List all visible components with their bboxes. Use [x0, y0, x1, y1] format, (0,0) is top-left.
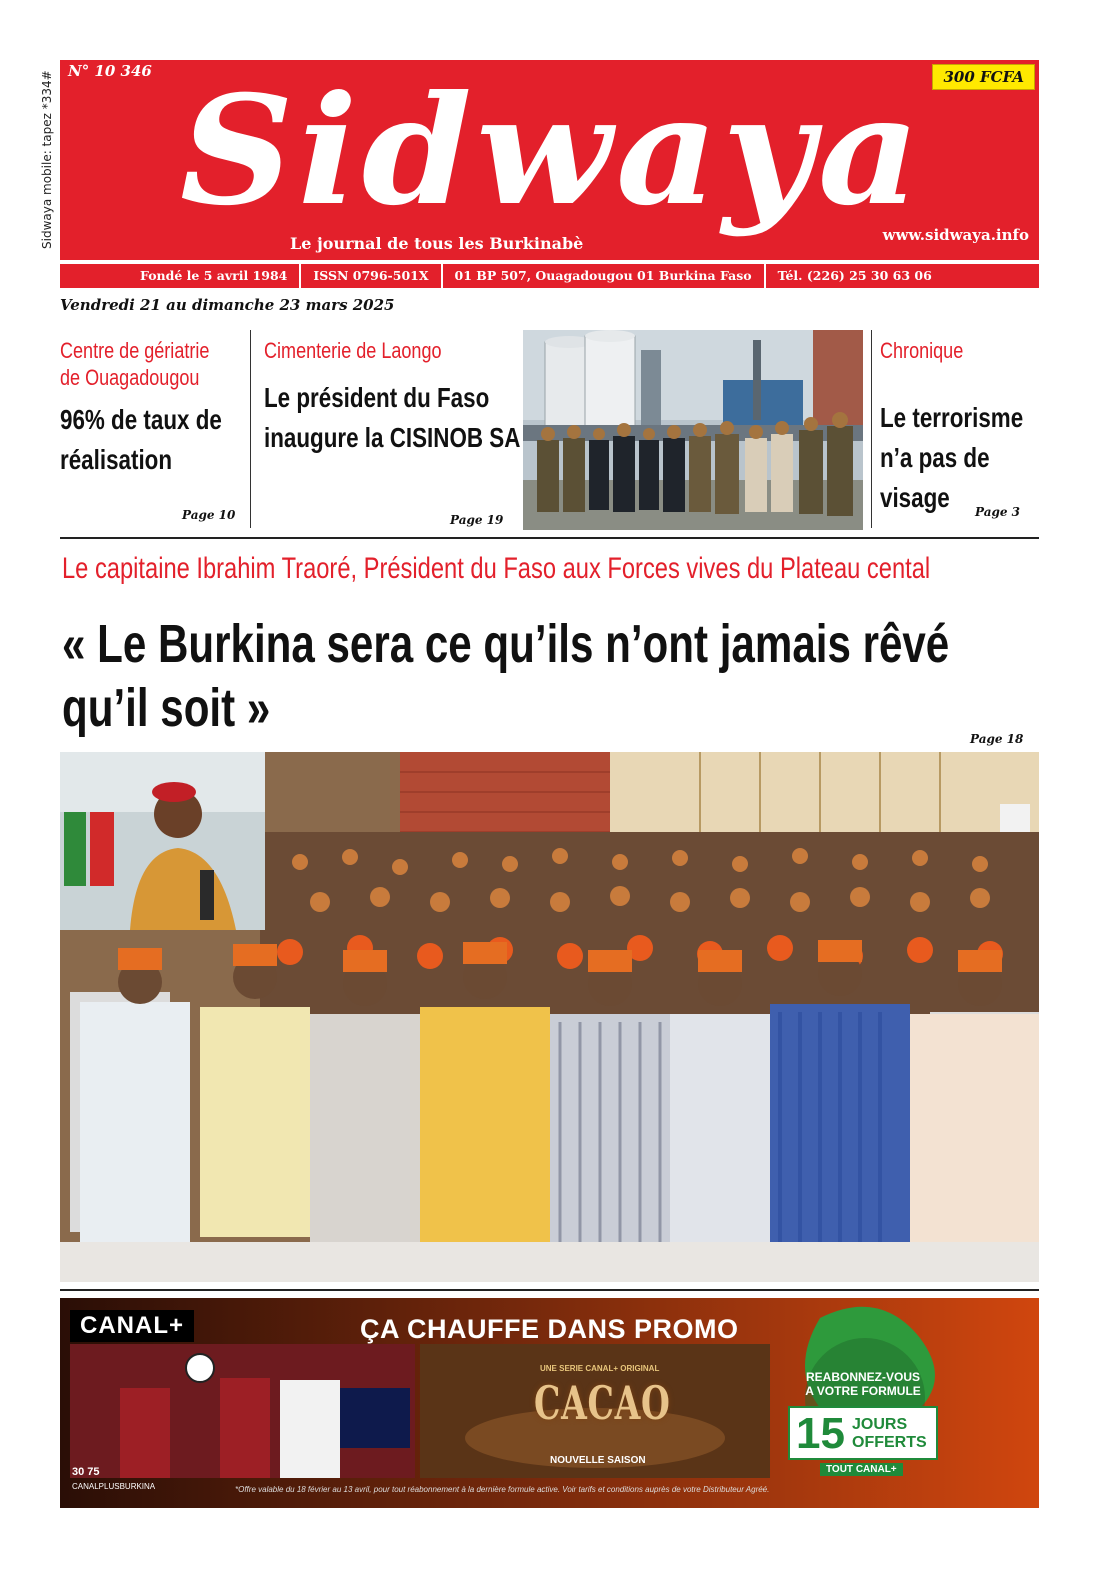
- series-title: CACAO: [534, 1376, 671, 1430]
- section-rule: [60, 537, 1039, 539]
- postal-address: 01 BP 507, Ouagadougou 01 Burkina Faso: [443, 264, 766, 288]
- column-divider: [250, 330, 251, 528]
- offer-number: 15: [796, 1409, 845, 1458]
- teaser-2-page[interactable]: Page 19: [450, 513, 504, 527]
- series-subtitle: NOUVELLE SAISON: [550, 1455, 646, 1466]
- canal-plus-logo: CANAL+: [70, 1310, 194, 1342]
- tagline: Le journal de tous les Burkinabè: [290, 234, 584, 253]
- column-divider: [871, 330, 872, 528]
- section-rule: [60, 1289, 1039, 1291]
- offer-badge: [788, 1406, 938, 1460]
- teaser-2-headline[interactable]: Le président du Faso inaugure la CISINOB SA: [264, 382, 521, 453]
- main-story-page[interactable]: Page 18: [970, 732, 1024, 746]
- main-story-photo: [60, 752, 1039, 1282]
- ad-headline: ÇA CHAUFFE DANS PROMO: [360, 1314, 739, 1344]
- website-link[interactable]: www.sidwaya.info: [882, 226, 1029, 244]
- side-mobile-text: Sidwaya mobile: tapez *334#: [40, 70, 54, 250]
- price-badge: 300 FCFA: [932, 64, 1035, 90]
- ad-fine-print: *Offre valable du 18 février au 13 avril, pour tout réabonnement à la dernière formule active. Voir tarifs et conditions auprès de votre Distributeur Agréé.: [235, 1485, 770, 1494]
- info-bar: [60, 264, 1039, 288]
- main-story-headline[interactable]: « Le Burkina sera ce qu’ils n’ont jamais rêvé qu’il soit »: [62, 614, 950, 738]
- series-tag: UNE SERIE CANAL+ ORIGINAL: [540, 1364, 660, 1373]
- teaser-2-kicker[interactable]: Cimenterie de Laongo: [264, 338, 442, 363]
- teaser-3-kicker[interactable]: Chronique: [880, 338, 964, 363]
- renew-text: REABONNEZ-VOUS A VOTRE FORMULE: [805, 1370, 921, 1398]
- president-inset-photo: [60, 752, 265, 930]
- offer-footer: TOUT CANAL+: [820, 1463, 903, 1476]
- founded-date: Fondé le 5 avril 1984: [60, 264, 301, 288]
- main-story-kicker[interactable]: Le capitaine Ibrahim Traoré, Président du Faso aux Forces vives du Plateau cental: [62, 552, 931, 585]
- teaser-1-kicker[interactable]: Centre de gériatrie de Ouagadougou: [60, 338, 210, 390]
- ad-phone: 30 75: [72, 1466, 100, 1478]
- sidwaya-logo: [60, 68, 1039, 238]
- issue-number: N° 10 346: [68, 62, 152, 80]
- phone-number: Tél. (226) 25 30 63 06: [777, 268, 932, 283]
- teaser-3-headline[interactable]: Le terrorisme n’a pas de visage: [880, 402, 1024, 513]
- issn: ISSN 0796-501X: [301, 264, 442, 288]
- cement-plant-photo: [523, 330, 863, 530]
- masthead: [60, 60, 1039, 260]
- canal-plus-ad[interactable]: [60, 1298, 1039, 1508]
- teaser-1-page[interactable]: Page 10: [182, 508, 236, 522]
- teaser-1-headline[interactable]: 96% de taux de réalisation: [60, 404, 222, 475]
- ad-social-handle: CANALPLUSBURKINA: [72, 1482, 156, 1491]
- offer-text: JOURS OFFERTS: [852, 1416, 927, 1451]
- logo-wordmark: Sidwaya: [179, 68, 925, 238]
- teaser-3-page[interactable]: Page 3: [975, 505, 1021, 519]
- issue-date: Vendredi 21 au dimanche 23 mars 2025: [60, 296, 395, 314]
